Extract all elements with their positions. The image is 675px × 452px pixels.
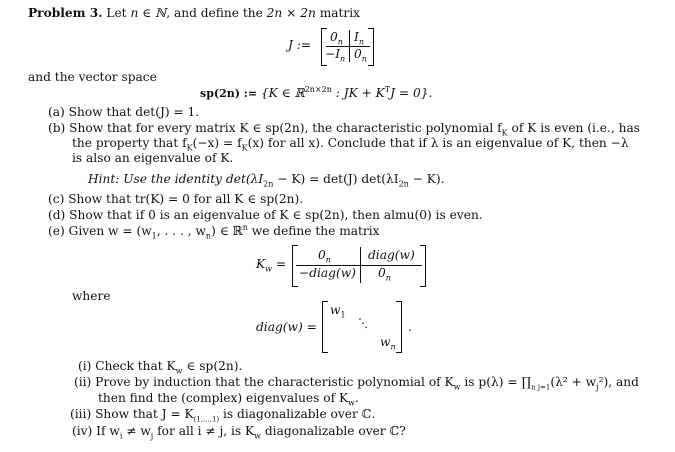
subpart-iv: (iv) If $w_i \ne w_j$ for all i ≠ j, is $K_w$ diagonalizable over ℂ? (72, 424, 406, 441)
right-bracket (396, 301, 402, 353)
part-a: (a) Show that det(J) = 1. (48, 105, 200, 119)
right-bracket (368, 28, 374, 66)
where-label: where (72, 289, 111, 303)
subpart-i: (i) Check that $K_w$ ∈ sp(2n). (78, 359, 243, 376)
subpart-iii: (iii) Show that $J = K_{(1,...,1)}$ is diagonalizable over ℂ. (70, 407, 376, 424)
sp-definition: sp(2n) := {K ∈ ℝ$^{2n\times 2n}$ : JK + $K^TJ = 0$}. (200, 84, 433, 100)
Kw-matrix: $K_w$ = $0_n$ diag(w) −diag(w) $0_n$ (256, 244, 436, 288)
problem-statement: Problem 3. Let n ∈ ℕ, and define the 2n × 2n matrix (28, 6, 361, 20)
part-b-line3: is also an eigenvalue of K. (72, 151, 234, 165)
left-bracket (322, 301, 328, 353)
part-e: (e) Given $w = (w_1$, . . . , $w_n$) ∈ ℝ$^n$ we define the matrix (48, 222, 380, 241)
block-divider-horizontal (296, 265, 422, 266)
J-matrix: J := $0_n$ $I_n$ $-I_n$ $0_n$ (288, 28, 418, 66)
part-b-line1: (b) Show that for every matrix K ∈ sp(2n), the characteristic polynomial $f_K$ of K is even (i.e., has (48, 121, 640, 138)
part-b-line2: the property that $f_K(-x) = f_K(x)$ for all x). Conclude that if λ is an eigenvalue of K, then −λ (72, 136, 629, 153)
subpart-ii-line1: (ii) Prove by induction that the characteristic polynomial of $K_w$ is $p(\lambda) = \prod_{n j=1}(\lambda^2 + w_j^2)$, and (74, 375, 639, 392)
problem-label: Problem 3. (28, 6, 103, 20)
block-divider-horizontal (326, 46, 370, 47)
vector-space-intro: and the vector space (28, 70, 157, 84)
right-bracket (420, 245, 426, 287)
subpart-ii-line2: then find the (complex) eigenvalues of $K_w$. (98, 391, 359, 408)
diag-matrix: diag(w) = $w_1$ ⋱ $w_n$ . (256, 303, 412, 352)
hint: Hint: Use the identity $\det(\lambda I_{2n} - K) = \det(J) \det(\lambda I_{2n} - K)$. (88, 172, 445, 189)
part-d: (d) Show that if 0 is an eigenvalue of K ∈ sp(2n), then almu(0) is even. (48, 208, 483, 222)
part-c: (c) Show that tr(K) = 0 for all K ∈ sp(2n). (48, 192, 304, 206)
left-bracket (292, 245, 298, 287)
